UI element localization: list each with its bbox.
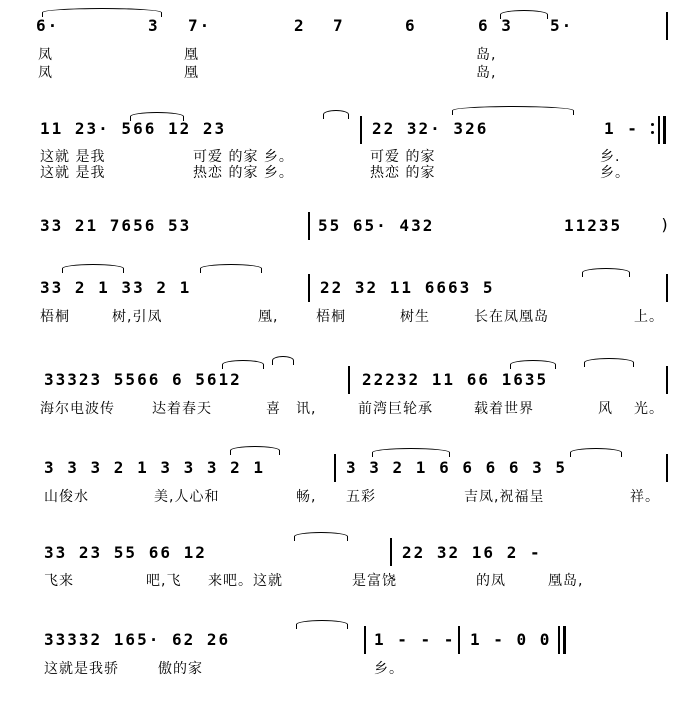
lyric: 这就是我骄 [44, 661, 119, 677]
note-group: 22 32 11 6663 5 [320, 278, 495, 297]
lyric: 岛, [476, 65, 497, 81]
note-group: 22 32 16 2 - [402, 543, 542, 562]
lyric: 光。 [634, 401, 664, 417]
score-page: 6· 3 7· 2 7 6 6 3 5· 凤 凰 岛, 凤 凰 岛, 11 23· 566 12 23 22 32· 326 1 - 这就 是我 可爱 的家 乡。 可爱 的家 乡. 这就 是我 热恋 的家 乡。 热恋 的家 乡。 33 21 7656 53 55 65· 432 11235 ) 33 2 1 33 2 1 22 32 11 6663 5 梧桐 树,引凤 凰, 梧桐 树生 长在凤凰岛 上。 33323 5566 6 5612 22232 11 66 1635 海尔电波传 达着春天 喜 讯, 前湾巨轮承 载着世界 风 光。 3 3 3 2 1 3 3 3 2 1 3 3 2 1 6 6 6 6 3 5 山俊水 美,人心和 畅, 五彩 吉凤,祝福呈 祥。 33 23 55 66 12 22 32 16 2 - 飞来 吧,飞 来吧。这就 是富饶 的凤 凰岛, 33332 165· 62 26 1 - - - 1 - 0 0 这就是我骄 傲的家 乡。 [0, 0, 699, 705]
lyric: 凰 [184, 47, 199, 63]
lyric: 达着春天 [152, 401, 212, 417]
lyric: 畅, [296, 489, 317, 505]
lyric: 山俊水 [44, 489, 89, 505]
lyric: 来吧。这就 [208, 573, 283, 589]
lyric: 可爱 的家 [370, 149, 436, 165]
lyric: 凤 [38, 65, 53, 81]
lyric: 梧桐 [40, 309, 70, 325]
note-group: 33 2 1 33 2 1 [40, 278, 192, 297]
lyric: 喜 [266, 401, 281, 417]
lyric: 美,人心和 [154, 489, 220, 505]
lyric: 可爱 的家 乡。 [193, 149, 294, 165]
lyric: 树生 [400, 309, 430, 325]
lyric: 祥。 [630, 489, 660, 505]
note-group: 1 - - - [374, 630, 456, 649]
note-group: 2 [294, 16, 306, 35]
lyric: 乡。 [600, 165, 630, 181]
lyric: 凰 [184, 65, 199, 81]
note-group: 6· [36, 16, 60, 35]
lyric: 热恋 的家 乡。 [193, 165, 294, 181]
lyric: 树,引凤 [112, 309, 163, 325]
lyric: 飞来 [44, 573, 74, 589]
note-group: 33323 5566 6 5612 [44, 370, 242, 389]
note-group: 7· [188, 16, 212, 35]
lyric: 岛, [476, 47, 497, 63]
note-group: 11235 [564, 216, 623, 235]
lyric: 前湾巨轮承 [358, 401, 433, 417]
lyric: 梧桐 [316, 309, 346, 325]
note-group: 33 23 55 66 12 [44, 543, 207, 562]
note-group: 5· [550, 16, 574, 35]
lyric: 这就 是我 [40, 149, 106, 165]
lyric: 上。 [634, 309, 664, 325]
lyric: 乡. [600, 149, 621, 165]
lyric: 吧,飞 [146, 573, 182, 589]
lyric: 这就 是我 [40, 165, 106, 181]
note-group: 22 32· 326 [372, 119, 489, 138]
note-group: 3 3 3 2 1 3 3 3 2 1 [44, 458, 266, 477]
note-group: 33332 165· 62 26 [44, 630, 231, 649]
note-group: 1 - 0 0 [470, 630, 552, 649]
lyric: 五彩 [346, 489, 376, 505]
lyric: 凰, [258, 309, 279, 325]
note-group: 1 - [604, 119, 639, 138]
lyric: 凰岛, [548, 573, 584, 589]
lyric: 乡。 [374, 661, 404, 677]
lyric: 风 [598, 401, 613, 417]
note-group: 3 [148, 16, 160, 35]
note-group: 3 3 2 1 6 6 6 6 3 5 [346, 458, 568, 477]
note-group: 33 21 7656 53 [40, 216, 192, 235]
note-group: 6 3 [478, 16, 513, 35]
note-group: 55 65· 432 [318, 216, 435, 235]
lyric: 凤 [38, 47, 53, 63]
lyric: 热恋 的家 [370, 165, 436, 181]
lyric: 载着世界 [474, 401, 534, 417]
lyric: 吉凤,祝福呈 [464, 489, 545, 505]
note-group: 11 23· 566 12 23 [40, 119, 227, 138]
lyric: 是富饶 [352, 573, 397, 589]
note-group: 7 [333, 16, 345, 35]
lyric: 讯, [296, 401, 317, 417]
note-group: 22232 11 66 1635 [362, 370, 549, 389]
note-group: 6 [405, 16, 417, 35]
lyric: 的凤 [476, 573, 506, 589]
lyric: 海尔电波传 [40, 401, 115, 417]
lyric: 傲的家 [158, 661, 203, 677]
lyric: 长在凤凰岛 [474, 309, 549, 325]
